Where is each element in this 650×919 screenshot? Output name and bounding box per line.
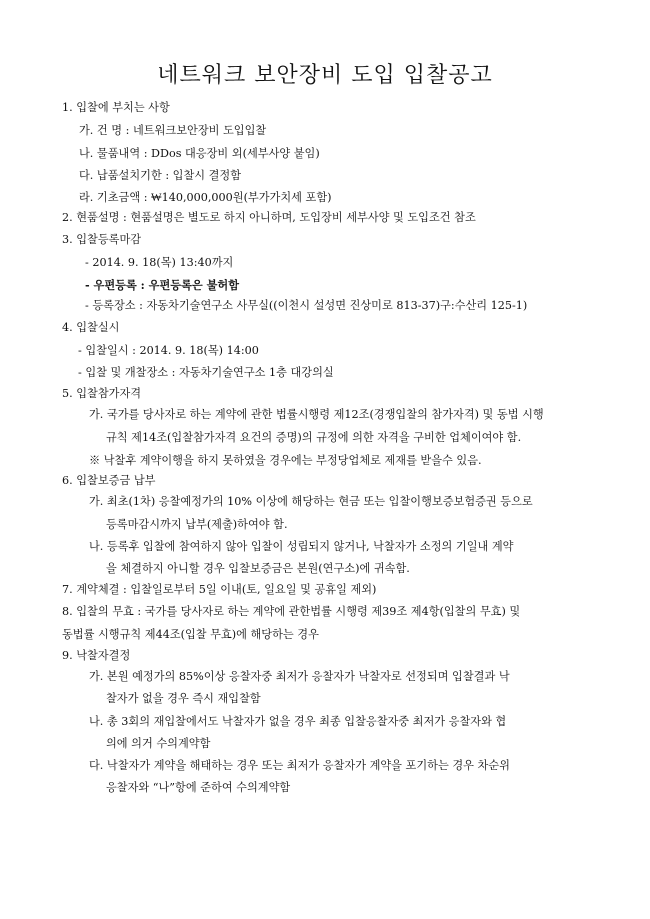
item-6-ga-line1: 가. 최초(1차) 응찰예정가의 10% 이상에 해당하는 현금 또는 입찰이행보증보험증권 등으로	[89, 495, 533, 508]
section-5-heading: 5. 입찰참가자격	[62, 387, 142, 400]
section-8-line2: 동법률 시행규칙 제44조(입찰 무효)에 해당하는 경우	[62, 628, 319, 641]
item-5-ga-line1: 가. 국가를 당사자로 하는 계약에 관한 법률시행령 제12조(경쟁입찰의 참가자격) 및 동법 시행	[89, 408, 544, 421]
item-9-da-line2: 응찰자와 “나”항에 준하여 수의계약함	[106, 781, 291, 794]
item-4-datetime: - 입찰일시 : 2014. 9. 18(목) 14:00	[78, 344, 259, 357]
item-1-ga: 가. 건 명 : 네트워크보안장비 도입입찰	[79, 124, 267, 137]
item-1-da: 다. 납품설치기한 : 입찰시 결정함	[79, 169, 242, 182]
item-9-na-line1: 나. 총 3회의 재입찰에서도 낙찰자가 없을 경우 최종 입찰응찰자중 최저가 응찰자와 협	[89, 715, 507, 728]
item-5-note: ※ 낙찰후 계약이행을 하지 못하였을 경우에는 부정당업체로 제재를 받을수 있음.	[89, 454, 482, 467]
section-4-heading: 4. 입찰실시	[62, 321, 120, 334]
section-1-heading: 1. 입찰에 부치는 사항	[62, 101, 170, 114]
section-9-heading: 9. 낙찰자결정	[62, 649, 131, 662]
item-5-ga-line2: 규칙 제14조(입찰참가자격 요건의 증명)의 규정에 의한 자격을 구비한 업체이여야 함.	[106, 431, 522, 444]
item-3-deadline: - 2014. 9. 18(목) 13:40까지	[85, 256, 234, 269]
item-6-na-line2: 을 체결하지 아니할 경우 입찰보증금은 본원(연구소)에 귀속함.	[106, 562, 410, 575]
section-3-heading: 3. 입찰등록마감	[62, 233, 142, 246]
item-9-ga-line2: 찰자가 없을 경우 즉시 재입찰함	[106, 692, 261, 705]
item-9-da-line1: 다. 낙찰자가 계약을 해태하는 경우 또는 최저가 응찰자가 계약을 포기하는 경우 차순위	[89, 759, 510, 772]
item-3-postal: - 우편등록 : 우편등록은 불허함	[85, 278, 240, 292]
section-2-heading: 2. 현품설명 : 현품설명은 별도로 하지 아니하며, 도입장비 세부사양 및 도입조건 참조	[62, 211, 476, 224]
item-3-location: - 등록장소 : 자동차기술연구소 사무실((이천시 설성면 진상미로 813-37)구:수산리 125-1)	[85, 299, 528, 312]
section-6-heading: 6. 입찰보증금 납부	[62, 474, 156, 487]
item-4-venue: - 입찰 및 개찰장소 : 자동차기술연구소 1층 대강의실	[78, 366, 334, 379]
item-1-ra: 라. 기초금액 : ₩140,000,000원(부가가치세 포함)	[79, 191, 332, 204]
section-7-heading: 7. 계약체결 : 입찰일로부터 5일 이내(토, 일요일 및 공휴일 제외)	[62, 583, 377, 596]
section-8-line1: 8. 입찰의 무효 : 국가를 당사자로 하는 계약에 관한법률 시행령 제39조 제4항(입찰의 무효) 및	[62, 605, 521, 618]
page-title: 네트워크 보안장비 도입 입찰공고	[157, 63, 493, 88]
item-9-ga-line1: 가. 본원 예정가의 85%이상 응찰자중 최저가 응찰자가 낙찰자로 선정되며 입찰결과 낙	[89, 670, 510, 683]
item-6-ga-line2: 등록마감시까지 납부(제출)하여야 함.	[106, 518, 288, 531]
item-9-na-line2: 의에 의거 수의계약함	[106, 737, 211, 750]
item-1-na: 나. 물품내역 : DDos 대응장비 외(세부사양 붙임)	[79, 147, 320, 160]
item-6-na-line1: 나. 등록후 입찰에 참여하지 않아 입찰이 성립되지 않거나, 낙찰자가 소정의 기일내 계약	[89, 540, 514, 553]
